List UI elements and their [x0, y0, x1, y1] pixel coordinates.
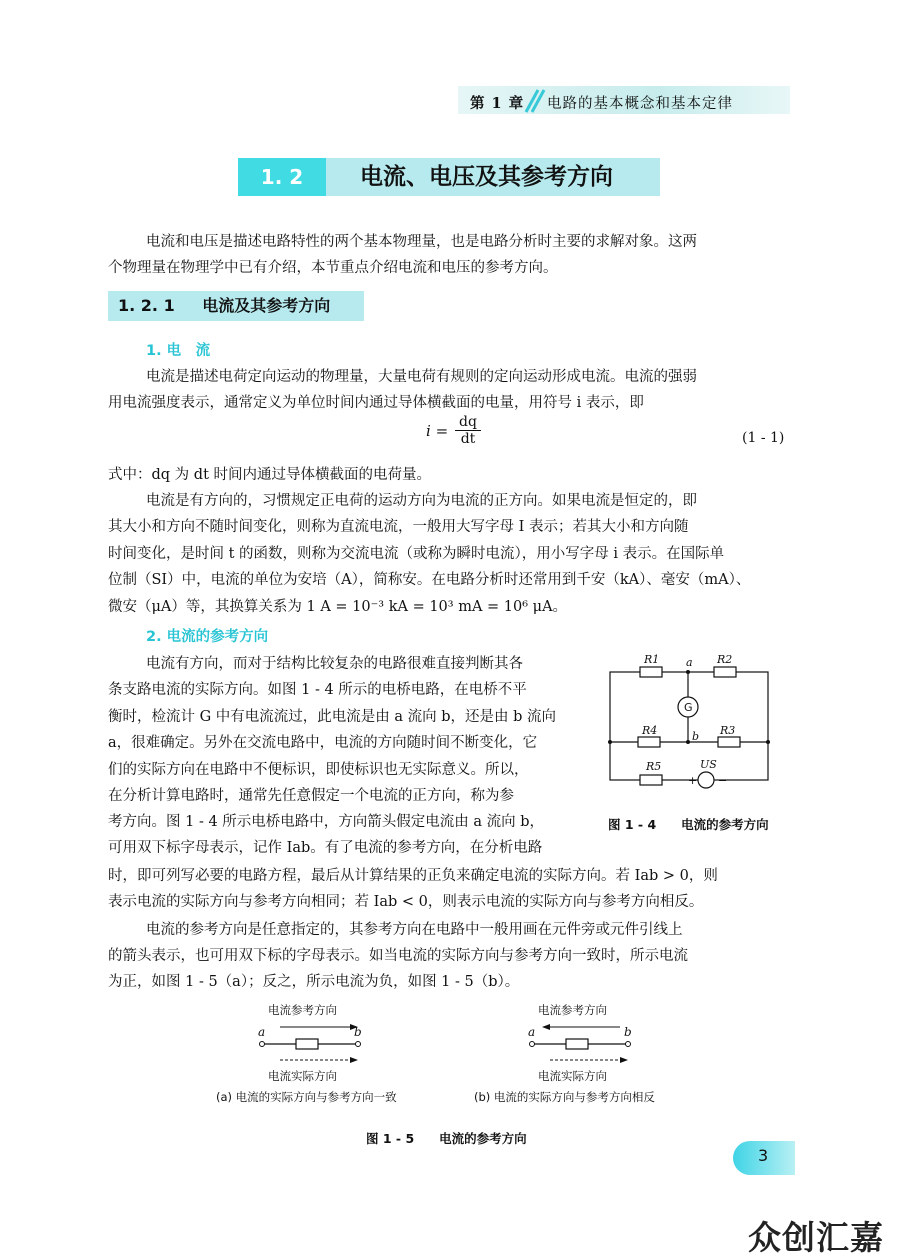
node-b-dot [686, 740, 690, 744]
fig5b-terminal-b [626, 1042, 631, 1047]
p2-line-2: 其大小和方向不随时间变化，则称为直流电流，一般用大写字母 I 表示；若其大小和方向随 [108, 519, 689, 535]
fig5a-actual-arrowhead [350, 1057, 358, 1063]
formula-fraction [455, 414, 481, 447]
p3-line-2: 条支路电流的实际方向。如图 1 - 4 所示的电桥电路，在电桥不平 [108, 682, 527, 698]
label-r1: R1 [644, 653, 660, 666]
section-title: 电流、电压及其参考方向 [360, 163, 613, 190]
page-number: 3 [758, 1146, 769, 1165]
p3-line-8: 可用双下标字母表示，记作 Iab。有了电流的参考方向，在分析电路 [108, 840, 543, 856]
p3-line-5: 们的实际方向在电路中不便标识，即使标识也无实际意义。所以， [108, 762, 529, 778]
label-node-b: b [692, 730, 700, 743]
chapter-number: 第 1 章 [470, 95, 525, 112]
chapter-title: 电路的基本概念和基本定律 [547, 96, 733, 112]
p1-line-1: 电流是描述电荷定向运动的物理量，大量电荷有规则的定向运动形成电流。电流的强弱 [146, 369, 697, 385]
formula-tag: (1 - 1) [742, 430, 785, 446]
figure-1-5-caption: 图 1 - 5 电流的参考方向 [366, 1131, 527, 1146]
formula-numerator: dq [459, 414, 477, 430]
label-r5: R5 [646, 760, 662, 773]
watermark: 众创汇嘉 [748, 1218, 884, 1257]
heading-current: 1. 电 流 [146, 343, 211, 359]
p3-line-3: 衡时，检流计 G 中有电流流过，此电流是由 a 流向 b，还是由 b 流向 [108, 709, 557, 725]
where-line: 式中：dq 为 dt 时间内通过导体横截面的电荷量。 [108, 467, 431, 483]
figure-1-4-bridge-circuit [600, 650, 790, 810]
p4-line-1: 时，即可列写必要的电路方程，最后从计算结果的正负来确定电流的实际方向。若 Iab > 0，则 [108, 868, 718, 884]
node-left-dot [608, 740, 612, 744]
fig5a-ref-label: 电流参考方向 [268, 1003, 337, 1017]
p5-line-1: 电流的参考方向是任意指定的，其参考方向在电路中一般用画在元件旁或元件引线上 [146, 922, 683, 938]
node-right-dot [766, 740, 770, 744]
fig5b-actual-label: 电流实际方向 [538, 1069, 607, 1083]
node-a-dot [686, 670, 690, 674]
p1-line-2: 用电流强度表示，通常定义为单位时间内通过导体横截面的电量，用符号 i 表示，即 [108, 395, 644, 411]
fig5b-resistor [566, 1039, 588, 1049]
fig5a-actual-label: 电流实际方向 [268, 1069, 337, 1083]
formula-denominator: dt [455, 430, 481, 447]
fig5b-node-a: a [528, 1025, 536, 1039]
p2-line-5: 微安（μA）等，其换算关系为 1 A = 10⁻³ kA = 10³ mA = 10⁶ μA。 [108, 599, 568, 615]
p3-line-1: 电流有方向，而对于结构比较复杂的电路很难直接判断其各 [146, 656, 523, 672]
fig5b-terminal-a [530, 1042, 535, 1047]
resistor-r4 [638, 737, 660, 747]
subsection-title [118, 291, 330, 321]
header-slash-icon [520, 88, 546, 114]
label-us: US [700, 758, 717, 771]
fig5a-node-b: b [354, 1025, 362, 1039]
p5-line-2: 的箭头表示，也可用双下标的字母表示。如当电流的实际方向与参考方向一致时，所示电流 [108, 948, 688, 964]
label-r4: R4 [642, 724, 658, 737]
circuit-frame [610, 672, 768, 780]
voltage-source-icon [698, 772, 714, 788]
fig5b-ref-label: 电流参考方向 [538, 1003, 607, 1017]
p4-line-2: 表示电流的实际方向与参考方向相同；若 Iab < 0，则表示电流的实际方向与参考方向相反。 [108, 894, 704, 910]
figure-1-5b-caption: (b) 电流的实际方向与参考方向相反 [474, 1090, 655, 1104]
label-r3: R3 [720, 724, 736, 737]
p2-line-1: 电流是有方向的，习惯规定正电荷的运动方向为电流的正方向。如果电流是恒定的，即 [146, 493, 697, 509]
p2-line-3: 时间变化，是时间 t 的函数，则称为交流电流（或称为瞬时电流），用小写字母 i 表示。在国际单 [108, 546, 725, 562]
fig5b-node-b: b [624, 1025, 632, 1039]
figure-1-5a-diagram [250, 1000, 380, 1090]
p5-line-3: 为正，如图 1 - 5（a）；反之，所示电流为负，如图 1 - 5（b）。 [108, 974, 520, 990]
section-number: 1. 2 [238, 158, 326, 196]
resistor-r5 [640, 775, 662, 785]
label-r2: R2 [717, 653, 733, 666]
label-g: G [684, 701, 693, 714]
label-plus: + [688, 774, 698, 787]
label-node-a: a [686, 656, 693, 669]
fig5a-resistor [296, 1039, 318, 1049]
heading-reference-direction: 2. 电流的参考方向 [146, 629, 269, 645]
fig5b-actual-arrowhead [620, 1057, 628, 1063]
label-minus: − [718, 774, 728, 787]
fig5a-terminal-b [356, 1042, 361, 1047]
fig5a-terminal-a [260, 1042, 265, 1047]
figure-1-5a-caption: (a) 电流的实际方向与参考方向一致 [216, 1090, 397, 1104]
p3-line-7: 考方向。图 1 - 4 所示电桥电路中，方向箭头假定电流由 a 流向 b， [108, 814, 545, 830]
p3-line-6: 在分析计算电路时，通常先任意假定一个电流的正方向，称为参 [108, 788, 514, 804]
fig5b-ref-arrowhead [542, 1024, 550, 1030]
fig5a-node-a: a [258, 1025, 266, 1039]
formula-lhs: i = [426, 422, 449, 440]
figure-1-4-caption: 图 1 - 4 电流的参考方向 [608, 817, 769, 832]
p2-line-4: 位制（SI）中，电流的单位为安培（A），简称安。在电路分析时还常用到千安（kA）、毫安（mA）、 [108, 572, 751, 588]
subsection-label: 电流及其参考方向 [202, 296, 331, 315]
p3-line-4: a，很难确定。另外在交流电路中，电流的方向随时间不断变化，它 [108, 735, 538, 751]
subsection-number: 1. 2. 1 [118, 296, 175, 315]
resistor-r1 [640, 667, 662, 677]
intro-line-2: 个物理量在物理学中已有介绍，本节重点介绍电流和电压的参考方向。 [108, 260, 558, 276]
figure-1-5b-diagram [520, 1000, 650, 1090]
resistor-r3 [718, 737, 740, 747]
intro-line-1: 电流和电压是描述电路特性的两个基本物理量，也是电路分析时主要的求解对象。这两 [146, 234, 697, 250]
resistor-r2 [714, 667, 736, 677]
